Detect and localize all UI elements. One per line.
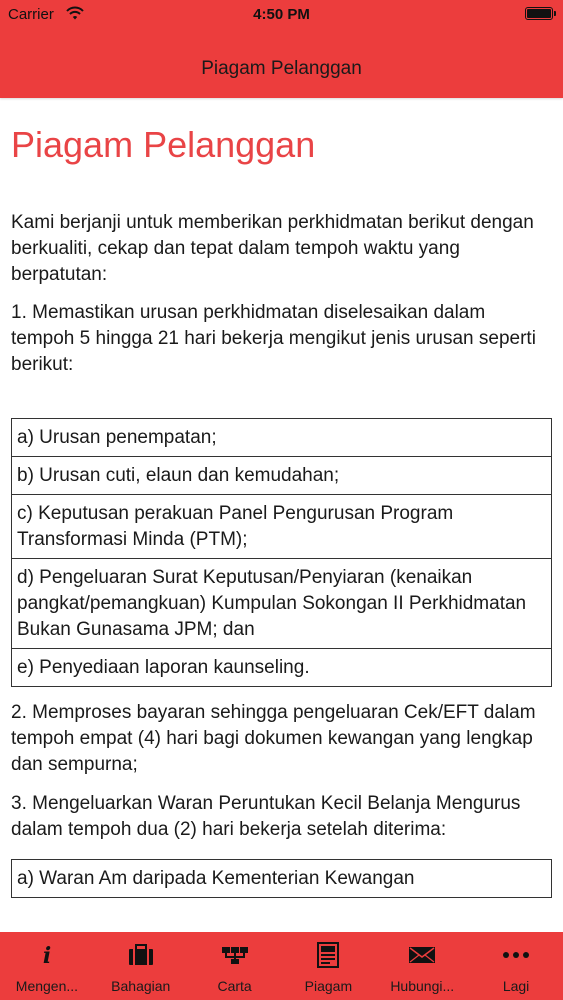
tab-bahagian[interactable] [94,932,188,1000]
tab-label: Lagi [502,978,530,994]
table-row [12,419,552,457]
table-row [12,860,552,898]
waran-table [11,859,552,898]
tab-hubungi[interactable] [375,932,469,1000]
tab-label: Hubungi... [390,978,455,994]
more-icon [469,942,563,968]
page-title: Piagam Pelanggan [11,124,316,165]
table-cell: e) Penyediaan laporan kaunseling. [12,649,552,687]
table-row [12,559,552,649]
info-icon [0,942,94,968]
table-row [12,495,552,559]
table-cell: d) Pengeluaran Surat Keputusan/Penyiaran (kenaikan pangkat/pemangkuan) Kumpulan Sokongan II Perkhidmatan Bukan Gunasama JPM; dan [12,559,552,649]
point-2-text: 2. Memproses bayaran sehingga pengeluaran Cek/EFT dalam tempoh empat (4) hari bagi dokumen kewangan yang lengkap dan sempurna; [11,702,536,775]
table-cell: a) Waran Am daripada Kementerian Kewangan [12,860,552,898]
tab-bar [0,932,563,1000]
document-icon [281,942,375,968]
battery-icon [525,7,553,20]
top-bar [0,0,563,98]
tab-label: Carta [217,978,252,994]
status-time: 4:50 PM [253,6,310,23]
tab-label: Bahagian [111,978,171,994]
briefcase-icon [94,942,188,968]
intro-text: Kami berjanji untuk memberikan perkhidmatan berikut dengan berkualiti, cekap dan tepat dalam tempoh waktu yang berpatutan: [11,212,534,285]
status-bar [0,0,563,30]
table-cell: a) Urusan penempatan; [12,419,552,457]
urusan-table [11,418,552,687]
svg-text:i: i [42,943,52,967]
table-row [12,649,552,687]
carrier-label: Carrier [8,6,54,23]
tab-mengenai[interactable] [0,932,94,1000]
table-row [12,457,552,495]
tab-lagi[interactable] [469,932,563,1000]
tab-label: Piagam [304,978,353,994]
org-chart-icon [188,942,282,968]
tab-label: Mengen... [15,978,79,994]
mail-icon [375,942,469,968]
nav-title: Piagam Pelanggan [201,58,362,79]
table-cell: c) Keputusan perakuan Panel Pengurusan Program Transformasi Minda (PTM); [12,495,552,559]
tab-carta[interactable] [188,932,282,1000]
point-1-text: 1. Memastikan urusan perkhidmatan diselesaikan dalam tempoh 5 hingga 21 hari bekerja mengikut jenis urusan seperti berikut: [11,302,536,375]
tab-piagam[interactable] [281,932,375,1000]
point-3-text: 3. Mengeluarkan Waran Peruntukan Kecil Belanja Mengurus dalam tempoh dua (2) hari bekerja setelah diterima: [11,793,521,840]
table-cell: b) Urusan cuti, elaun dan kemudahan; [12,457,552,495]
content-area[interactable] [11,98,552,898]
